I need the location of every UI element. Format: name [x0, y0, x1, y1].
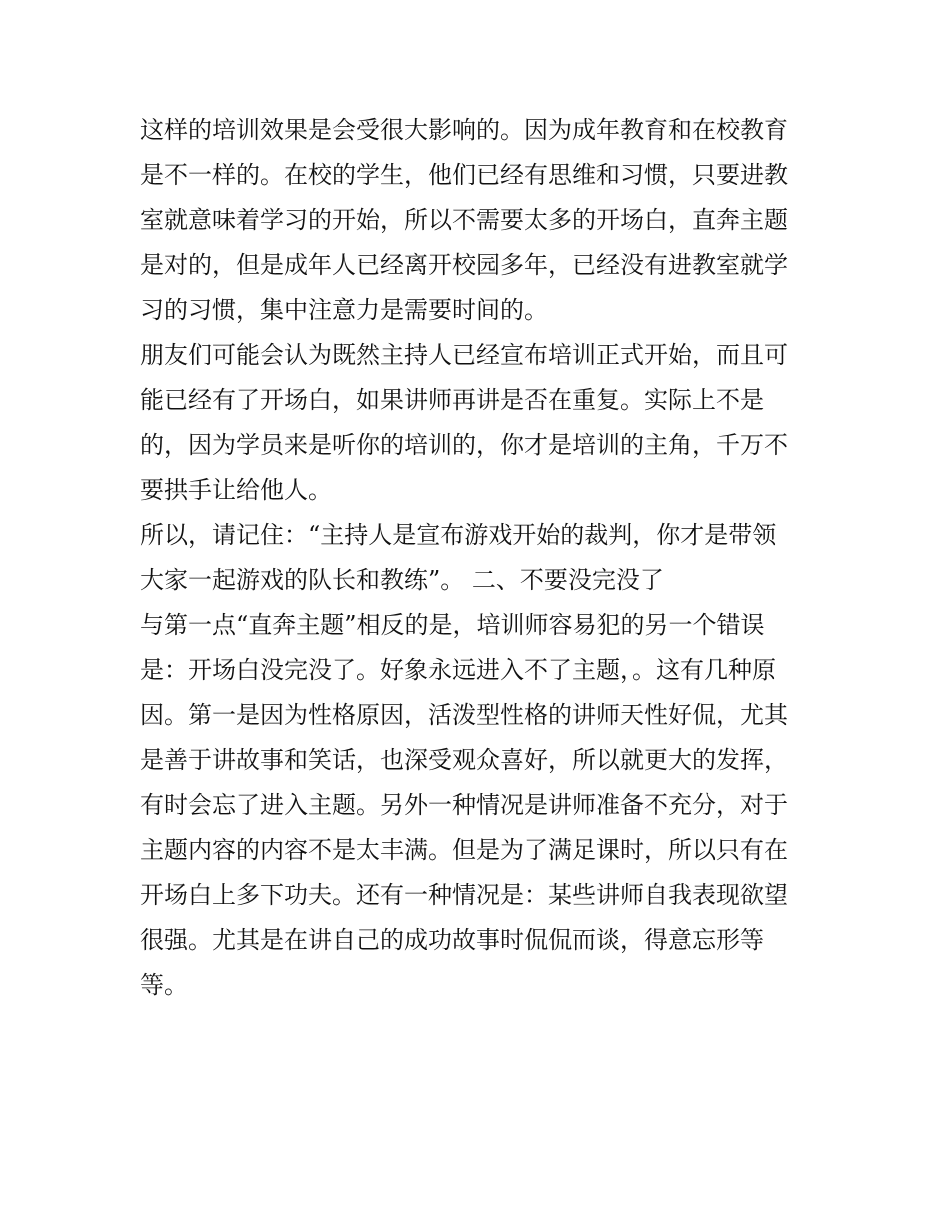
- text-line: 是：开场白没完没了。好象永远进入不了主题，。这有几种原: [140, 656, 776, 684]
- text-line: 大家一起游戏的队长和教练”。 二、不要没完没了: [140, 566, 664, 594]
- text-line: 与第一点“直奔主题”相反的是，培训师容易犯的另一个错误: [140, 611, 765, 639]
- text-line: 是善于讲故事和笑话，也深受观众喜好，所以就更大的发挥，: [140, 746, 788, 774]
- text-line: 的，因为学员来是听你的培训的，你才是培训的主角，千万不: [140, 431, 788, 459]
- text-line: 有时会忘了进入主题。另外一种情况是讲师准备不充分，对于: [140, 791, 788, 819]
- text-line: 很强。尤其是在讲自己的成功故事时侃侃而谈，得意忘形等: [140, 926, 764, 954]
- text-line: 主题内容的内容不是太丰满。但是为了满足课时，所以只有在: [140, 836, 788, 864]
- text-line: 因。第一是因为性格原因，活泼型性格的讲师天性好侃，尤其: [140, 701, 788, 729]
- text-line: 所以，请记住：“主持人是宣布游戏开始的裁判，你才是带领: [140, 521, 777, 549]
- text-line: 能已经有了开场白，如果讲师再讲是否在重复。实际上不是: [140, 386, 764, 414]
- text-line: 朋友们可能会认为既然主持人已经宣布培训正式开始，而且可: [140, 341, 788, 369]
- text-line: 是对的，但是成年人已经离开校园多年，已经没有进教室就学: [140, 251, 788, 279]
- text-line: 开场白上多下功夫。还有一种情况是：某些讲师自我表现欲望: [140, 881, 788, 909]
- text-line: 这样的培训效果是会受很大影响的。因为成年教育和在校教育: [140, 116, 788, 144]
- text-line: 是不一样的。在校的学生，他们已经有思维和习惯，只要进教: [140, 161, 788, 189]
- body-text: [140, 108, 830, 1008]
- text-line: 习的习惯，集中注意力是需要时间的。: [140, 296, 548, 324]
- text-line: 等。: [140, 971, 188, 999]
- text-line: 室就意味着学习的开始，所以不需要太多的开场白，直奔主题: [140, 206, 788, 234]
- text-line: 要拱手让给他人。: [140, 476, 332, 504]
